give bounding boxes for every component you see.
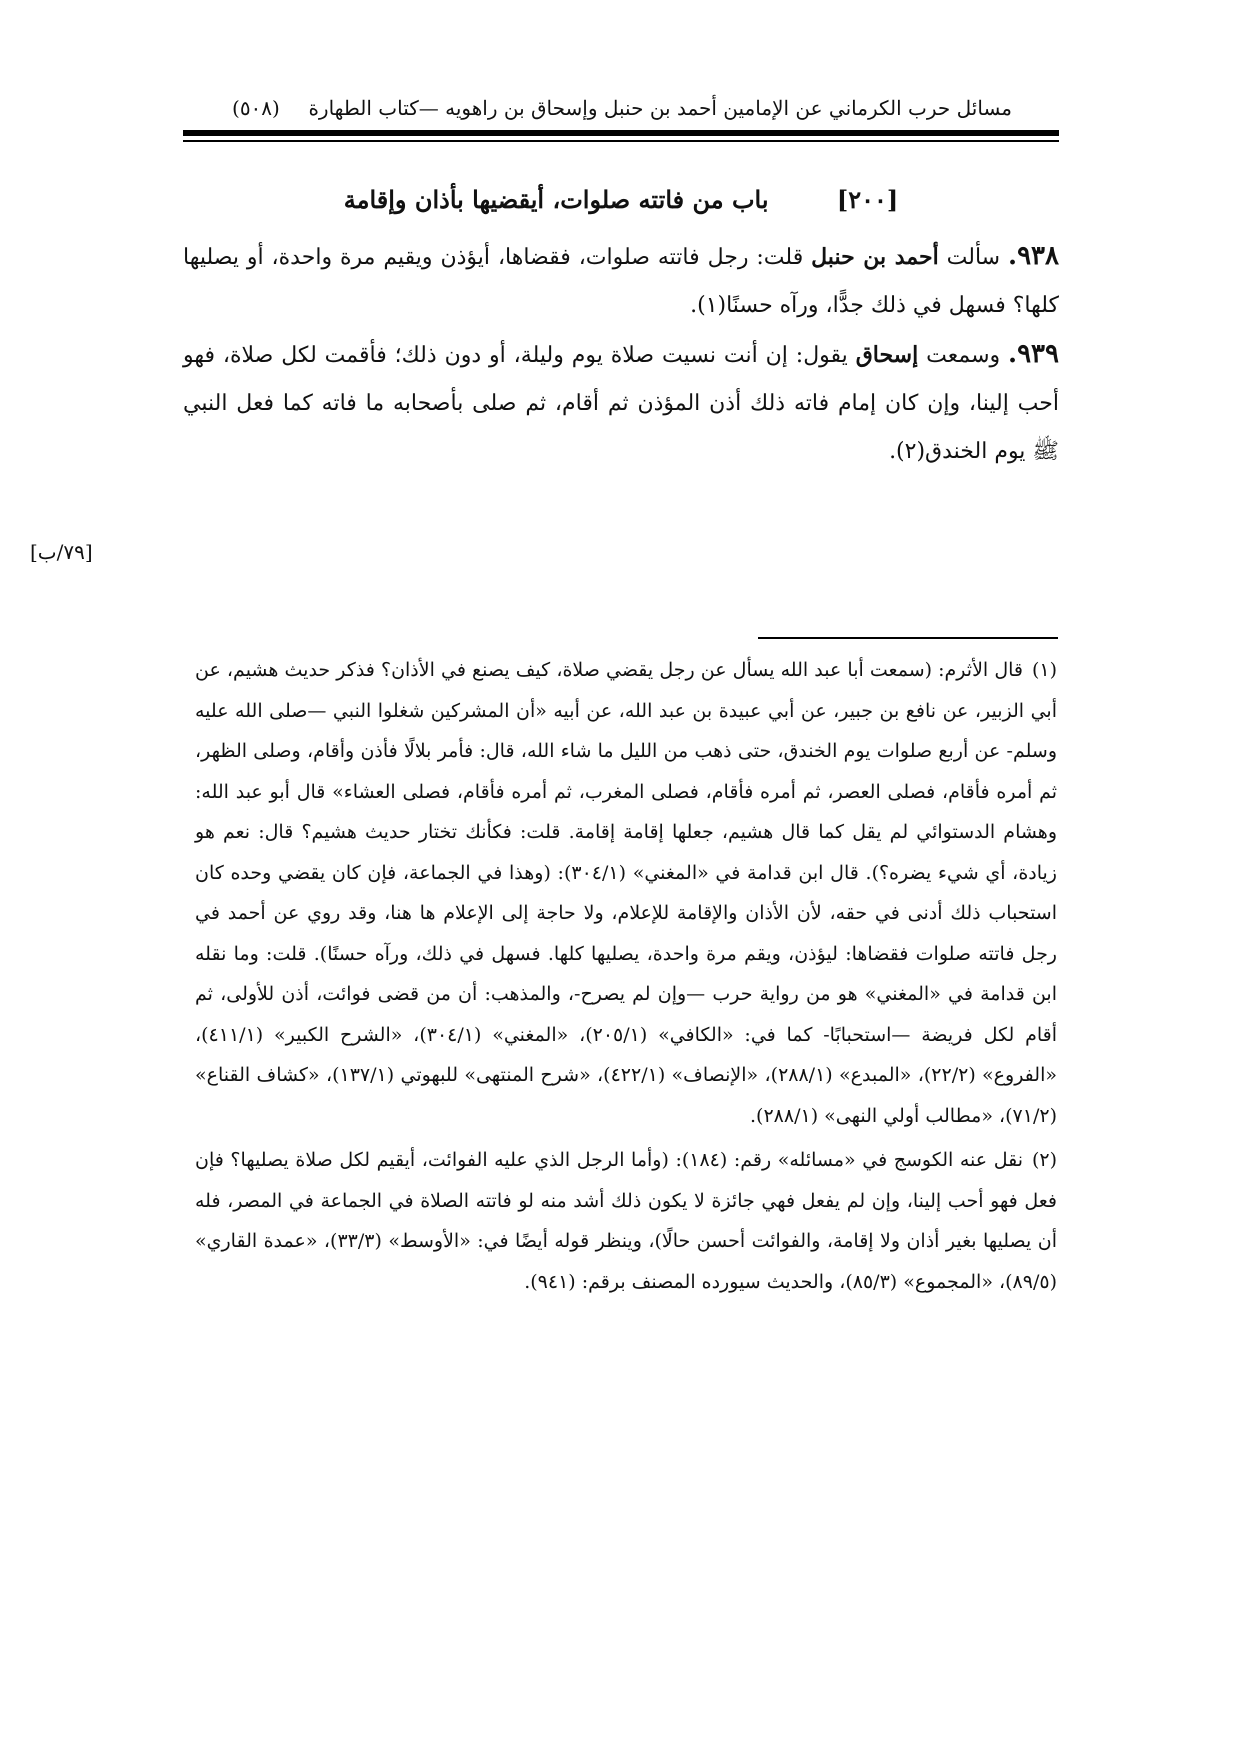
footnote-text: قال الأثرم: (سمعت أبا عبد الله يسأل عن رجل يقضي صلاة، كيف يصنع في الأذان؟ فذكر حديث هشيم، عن أبي الزبير، عن نافع بن جبير، عن أبي عبيدة بن عبد الله، عن أبيه «أن المشركين شغلوا النبي —صلى الله عليه وسلم- عن أربع صلوات يوم الخندق، حتى ذهب من الليل ما شاء الله، قال: فأمر بلالًا فأذن وأقام، وصلى الظهر، ثم أمره فأقام، فصلى العصر، ثم أمره فأقام، فصلى المغرب، ثم أمره فأقام، فصلى العشاء» قال أبو عبد الله: وهشام الدستوائي لم يقل كما قال هشيم، جعلها إقامة إقامة. قلت: فكأنك تختار حديث هشيم؟ قال: نعم هو زيادة، أي شيء يضره؟). قال ابن قدامة في «المغني» (٣٠٤/١): (وهذا في الجماعة، فإن كان يقضي وحده كان استحباب ذلك أدنى في حقه، لأن الأذان والإقامة للإعلام، ولا حاجة إلى الإعلام ها هنا، وقد روي عن أحمد في رجل فاتته صلوات فقضاها: ليؤذن، ويقم مرة واحدة، يصليها كلها. فسهل في ذلك، ورآه حسنًا). قلت: وما نقله ابن قدامة في «المغني» هو من رواية حرب —وإن لم يصرح-، والمذهب: أن من قضى فوائت، أذن للأولى، ثم أقام لكل فريضة —استحبابًا- كما في: «الكافي» (٢٠٥/١)، «المغني» (٣٠٤/١)، «الشرح الكبير» (٤١١/١)، «الفروع» (٢٢/٢)، «المبدع» (٢٨٨/١)، «الإنصاف» (٤٢٢/١)، «شرح المنتهى» للبهوتي (١٣٧/١)، «كشاف القناع» (٧١/٢)، «مطالب أولي النهى» (٢٨٨/١). xyxy=(195,659,1057,1127)
issue-number: ٩٣٨. xyxy=(1008,241,1059,271)
paragraph-text: قلت: رجل فاتته صلوات، فقضاها، أيؤذن ويقيم مرة واحدة، أو يصليها كلها؟ فسهل في ذلك جدًّا، ورآه حسنًا(١). xyxy=(183,245,1059,318)
chapter-title: باب من فاتته صلوات، أيقضيها بأذان وإقامة xyxy=(343,185,769,214)
footnote-2 xyxy=(195,1140,1057,1302)
chapter-heading xyxy=(183,185,1059,214)
running-header xyxy=(232,88,1012,128)
narrator-name: أحمد بن حنبل xyxy=(811,244,939,270)
paragraph-text: يقول: إن أنت نسيت صلاة يوم وليلة، أو دون ذلك؛ فأقمت لكل صلاة، فهو أحب إلينا، وإن كان إمام فاته ذلك أذن المؤذن ثم أقام، ثم صلى بأصحابه ما فاته كما فعل النبي ﷺ يوم الخندق(٢). xyxy=(183,343,1059,464)
footnote-text: نقل عنه الكوسج في «مسائله» رقم: (١٨٤): (وأما الرجل الذي عليه الفوائت، أيقيم لكل صلاة يصليها؟ فإن فعل فهو أحب إلينا، وإن لم يفعل فهي جائزة لا يكون ذلك أشد منه لو فاتته الصلاة في الجماعة في المصر، فله أن يصليها بغير أذان ولا إقامة، والفوائت أحسن حالًا)، وينظر قوله أيضًا في: «الأوسط» (٣٣/٣)، «عمدة القاري» (٨٩/٥)، «المجموع» (٨٥/٣)، والحديث سيورده المصنف برقم: (٩٤١). xyxy=(195,1149,1057,1293)
paragraph xyxy=(183,232,1059,330)
chapter-number: [٢٠٠] xyxy=(836,185,899,214)
manuscript-folio-ref: [٧٩/ب] xyxy=(30,540,93,564)
page-number: (٥٠٨) xyxy=(232,96,280,120)
footnotes xyxy=(195,650,1057,1306)
issue-938 xyxy=(183,232,1059,330)
footnote-separator xyxy=(758,637,1058,639)
footnote-number: (١) xyxy=(1031,659,1057,681)
header-rule-thin xyxy=(183,140,1059,142)
paragraph-lead: وسمعت xyxy=(918,343,1009,368)
paragraph-lead: سألت xyxy=(938,245,1009,270)
footnote-number: (٢) xyxy=(1031,1149,1057,1171)
footnote-1 xyxy=(195,650,1057,1136)
header-title: مسائل حرب الكرماني عن الإمامين أحمد بن حنبل وإسحاق بن راهويه —كتاب الطهارة xyxy=(308,96,1012,120)
issue-939 xyxy=(183,330,1059,476)
narrator-name: إسحاق xyxy=(855,342,919,368)
header-rule-thick xyxy=(183,130,1059,136)
issue-number: ٩٣٩. xyxy=(1008,339,1059,369)
paragraph xyxy=(183,330,1059,476)
